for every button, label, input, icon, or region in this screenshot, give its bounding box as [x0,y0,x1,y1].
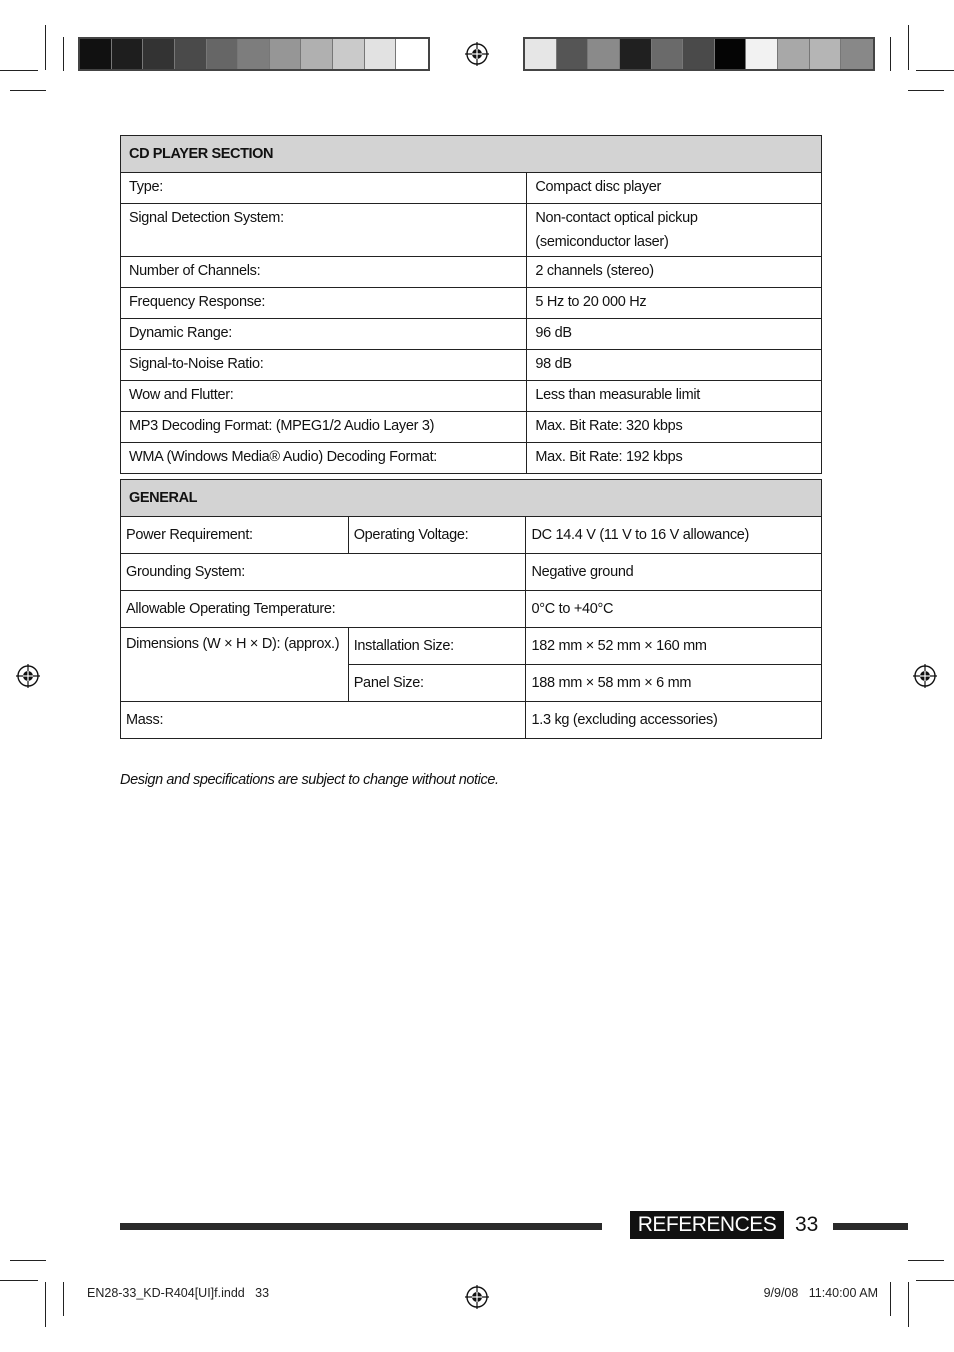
disclaimer-note: Design and specifications are subject to change without notice. [120,772,499,788]
section-label: REFERENCES [630,1211,784,1239]
spec-value: 96 dB [527,319,822,350]
table-row [121,591,822,628]
color-swatch [238,39,270,69]
crop-mark [45,1282,46,1327]
spec-value: 98 dB [527,350,822,381]
spec-label: Number of Channels: [121,257,527,288]
crop-mark [908,25,909,70]
crop-mark [45,25,46,70]
table-row [121,554,822,591]
registration-mark-icon [465,42,489,66]
color-swatch [588,39,620,69]
general-spec-table [120,479,822,739]
crop-mark [890,37,891,71]
table-row [121,173,822,204]
table-row [121,288,822,319]
spec-label: WMA (Windows Media® Audio) Decoding Format: [121,443,527,474]
color-swatch [80,39,112,69]
crop-mark [908,90,944,91]
color-swatch [778,39,810,69]
section-heading: GENERAL [121,480,822,517]
crop-mark [908,1260,944,1261]
spec-value: 188 mm × 58 mm × 6 mm [526,665,822,702]
spec-label: Dimensions (W × H × D): (approx.) [121,628,349,702]
table-row [121,702,822,739]
color-swatch [746,39,778,69]
spec-label: Mass: [121,702,526,739]
color-swatch [620,39,652,69]
spec-label: Allowable Operating Temperature: [121,591,526,628]
spec-label: Signal Detection System: [121,204,527,257]
spec-label: MP3 Decoding Format: (MPEG1/2 Audio Layer 3) [121,412,527,443]
color-swatch [652,39,684,69]
table-row [121,517,822,554]
crop-mark [63,1282,64,1316]
crop-mark [10,90,46,91]
footer-rule-right [833,1223,908,1230]
color-bar-right [523,37,875,71]
color-swatch [301,39,333,69]
table-row [121,412,822,443]
spec-value: DC 14.4 V (11 V to 16 V allowance) [526,517,822,554]
spec-value [527,204,822,257]
spec-value: Negative ground [526,554,822,591]
color-swatch [143,39,175,69]
crop-mark [10,1260,46,1261]
spec-sublabel: Installation Size: [348,628,526,665]
spec-value-line: (semiconductor laser) [535,234,669,250]
table-row [121,319,822,350]
crop-mark [0,70,38,71]
slug-datetime: 9/9/08 11:40:00 AM [763,1286,878,1300]
registration-mark-icon [16,664,40,688]
spec-label: Frequency Response: [121,288,527,319]
slug-filename: EN28-33_KD-R404[UI]f.indd 33 [87,1286,270,1300]
spec-label: Signal-to-Noise Ratio: [121,350,527,381]
color-swatch [112,39,144,69]
spec-value: 0°C to +40°C [526,591,822,628]
section-heading: CD PLAYER SECTION [121,136,822,173]
spec-value: 182 mm × 52 mm × 160 mm [526,628,822,665]
spec-value: Max. Bit Rate: 320 kbps [527,412,822,443]
spec-label: Dynamic Range: [121,319,527,350]
color-bar-left [78,37,430,71]
page-number: 33 [795,1213,819,1236]
spec-value-line: Non-contact optical pickup [535,210,698,226]
color-swatch [683,39,715,69]
color-swatch [525,39,557,69]
spec-label: Grounding System: [121,554,526,591]
spec-sublabel: Panel Size: [348,665,526,702]
color-swatch [175,39,207,69]
table-row [121,350,822,381]
table-row [121,381,822,412]
registration-mark-icon [913,664,937,688]
registration-mark-icon [465,1285,489,1309]
color-swatch [810,39,842,69]
crop-mark [63,37,64,71]
color-swatch [365,39,397,69]
color-swatch [841,39,873,69]
crop-mark [916,70,954,71]
spec-value: 2 channels (stereo) [527,257,822,288]
spec-label: Type: [121,173,527,204]
spec-value: Less than measurable limit [527,381,822,412]
spec-label: Wow and Flutter: [121,381,527,412]
table-row [121,628,822,665]
crop-mark [916,1280,954,1281]
crop-mark [0,1280,38,1281]
cd-player-spec-table [120,135,822,474]
footer-rule-left [120,1223,602,1230]
color-swatch [557,39,589,69]
table-row [121,257,822,288]
spec-value: Max. Bit Rate: 192 kbps [527,443,822,474]
color-swatch [270,39,302,69]
color-swatch [333,39,365,69]
color-swatch [396,39,428,69]
table-row [121,443,822,474]
spec-value: Compact disc player [527,173,822,204]
spec-value: 1.3 kg (excluding accessories) [526,702,822,739]
spec-sublabel: Operating Voltage: [348,517,526,554]
color-swatch [715,39,747,69]
table-row [121,204,822,257]
crop-mark [908,1282,909,1327]
spec-value: 5 Hz to 20 000 Hz [527,288,822,319]
spec-label: Power Requirement: [121,517,349,554]
crop-mark [890,1282,891,1316]
color-swatch [207,39,239,69]
